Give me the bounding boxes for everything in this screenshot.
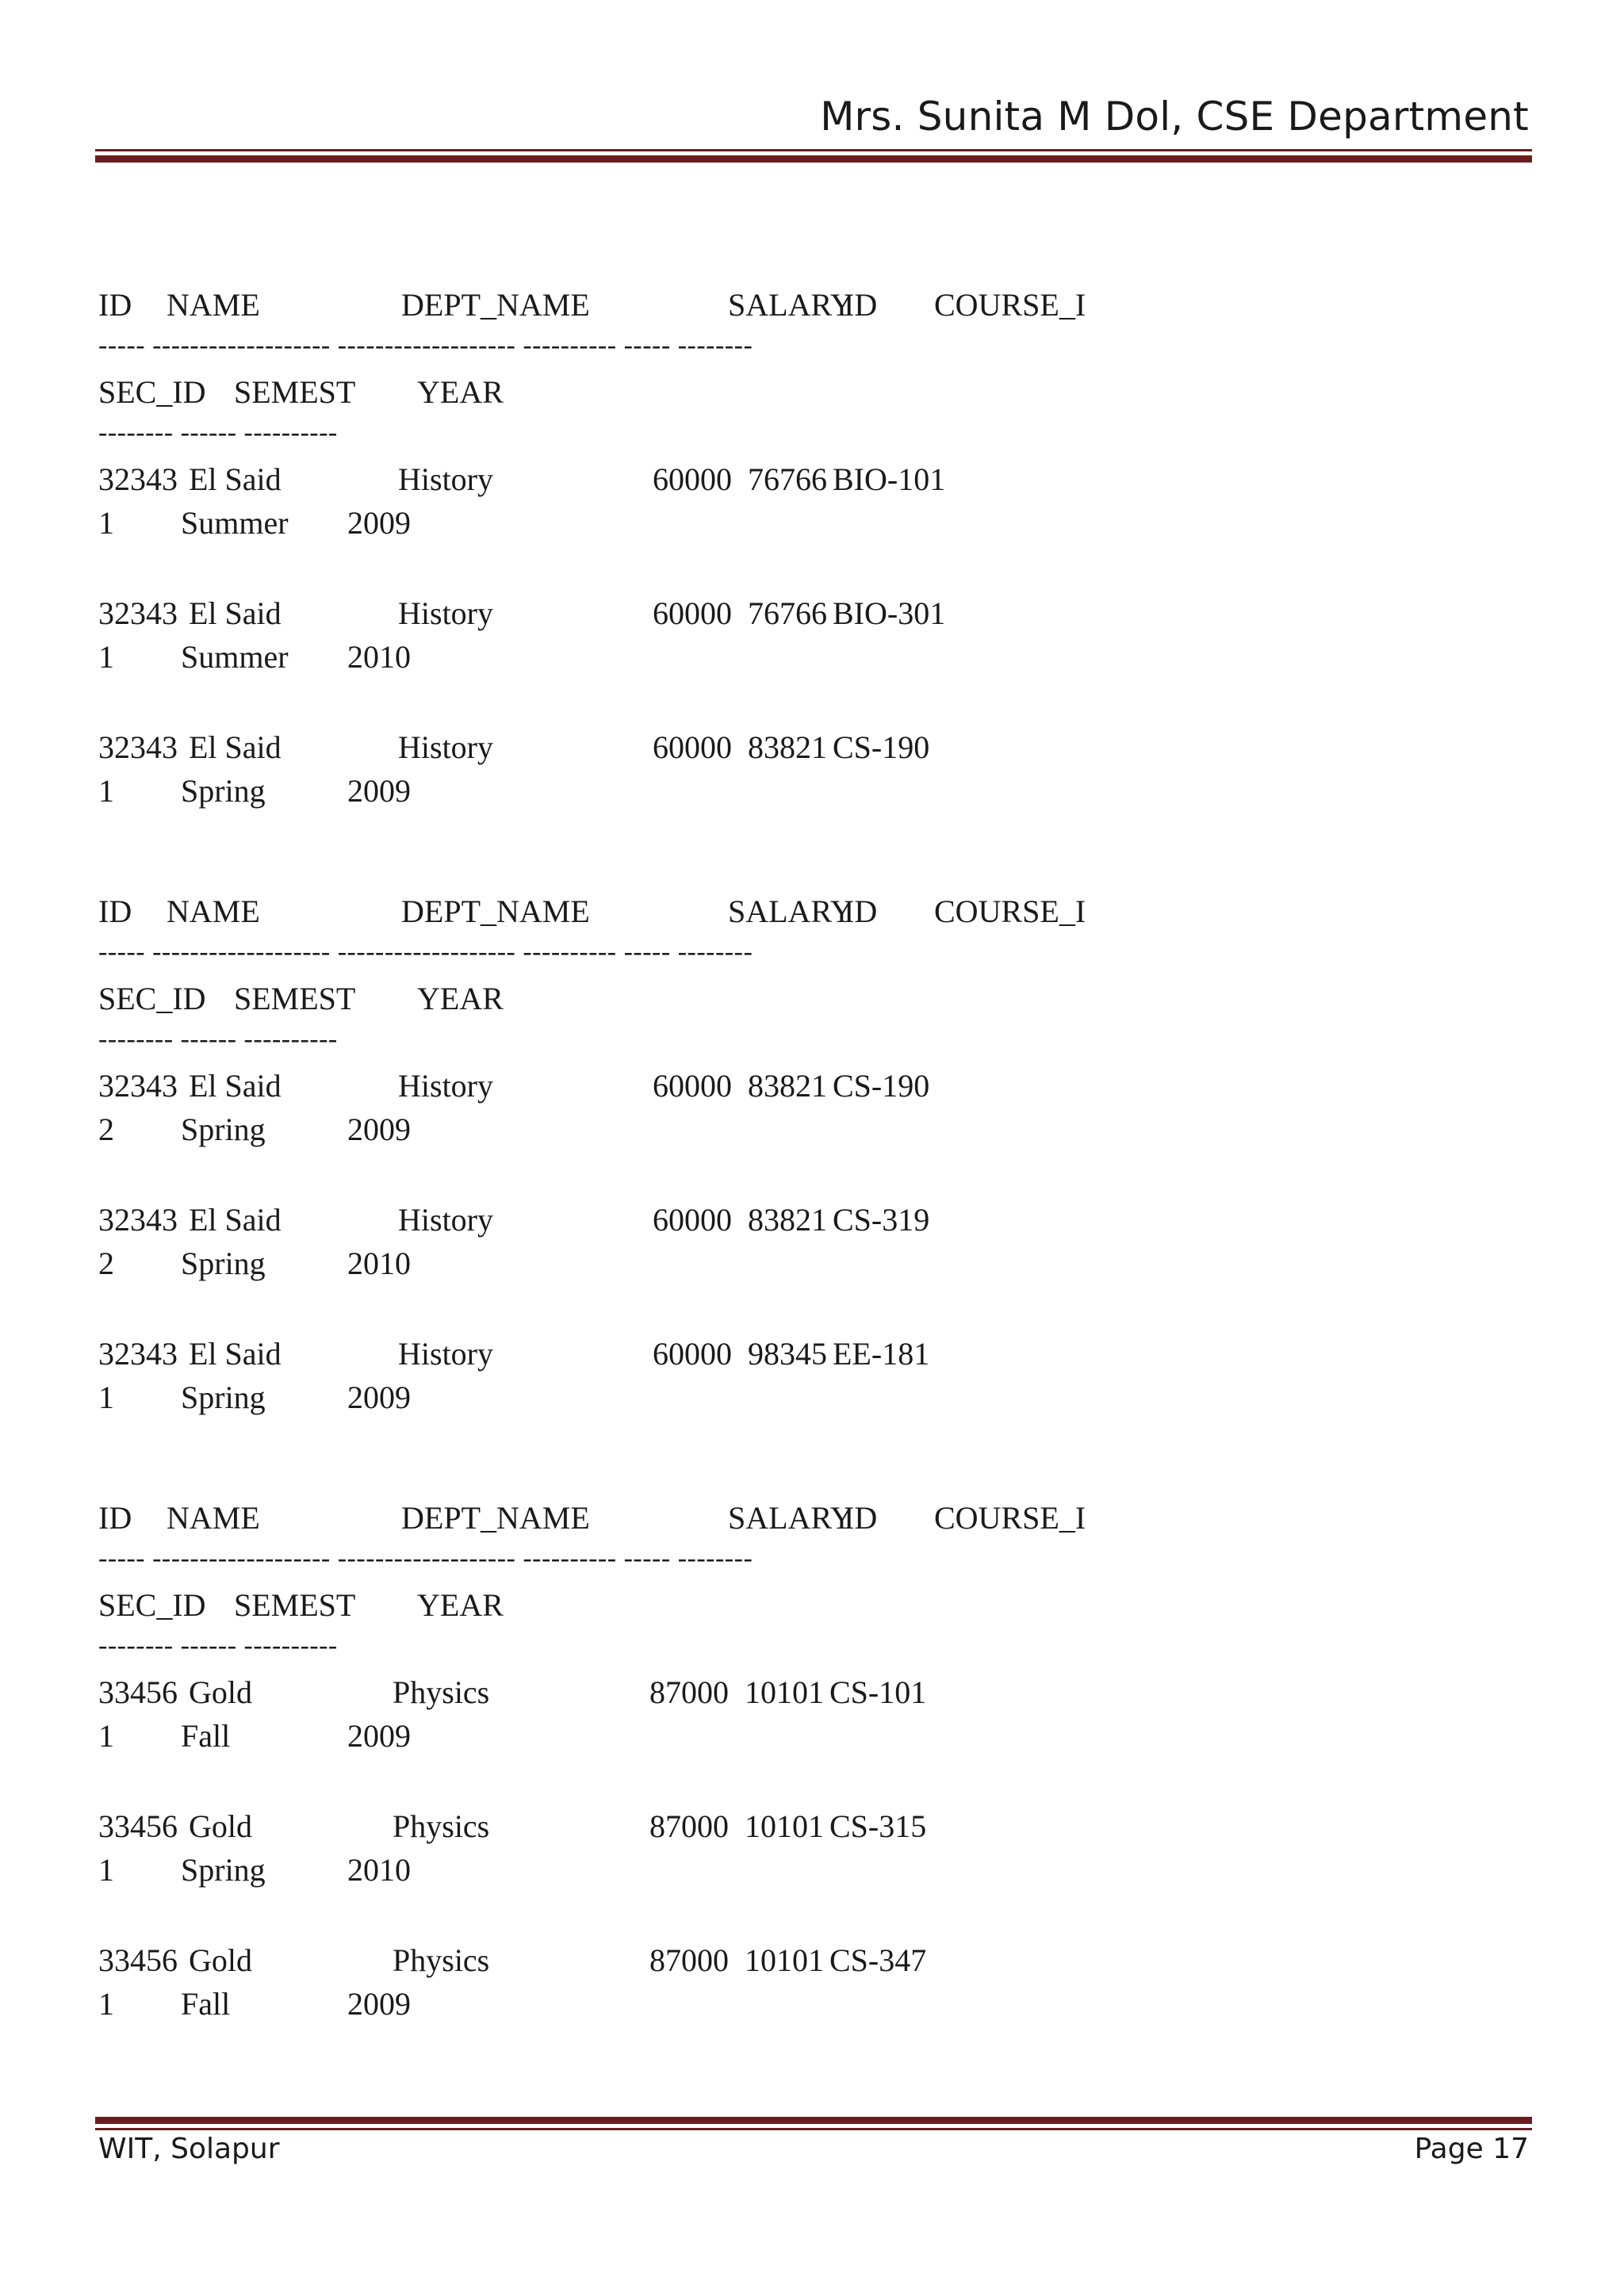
header-sec-id: SEC_ID — [98, 1587, 206, 1623]
header-year: YEAR — [417, 1587, 504, 1623]
cell-semester: Spring — [181, 773, 266, 809]
cell-course-id: BIO-101 — [833, 461, 946, 497]
header-id2: ID — [844, 1500, 878, 1536]
cell-semester: Spring — [181, 1380, 266, 1415]
header-course-id: COURSE_I — [934, 1500, 1086, 1536]
cell-id: 32343 — [98, 1068, 178, 1104]
footer-institution: WIT, Solapur — [98, 2133, 280, 2165]
header-name: NAME — [167, 1500, 260, 1536]
cell-dept-name: History — [398, 461, 493, 497]
header-course-id: COURSE_I — [934, 287, 1086, 323]
cell-sec-id: 2 — [98, 1246, 114, 1281]
header-salary: SALARY — [728, 1500, 853, 1536]
cell-course-id: CS-190 — [833, 1068, 930, 1104]
cell-year: 2010 — [347, 1246, 411, 1281]
footer-page-number: Page 17 — [1414, 2133, 1529, 2165]
cell-year: 2009 — [347, 505, 411, 541]
header-course-id: COURSE_I — [934, 894, 1086, 929]
cell-semester: Spring — [181, 1112, 266, 1147]
cell-salary: 60000 — [653, 1068, 732, 1104]
header-dept-name: DEPT_NAME — [401, 1500, 590, 1536]
cell-salary: 60000 — [653, 1336, 732, 1372]
header-sec-id: SEC_ID — [98, 374, 206, 410]
cell-name: El Said — [189, 595, 282, 631]
cell-year: 2009 — [347, 1380, 411, 1415]
cell-name: El Said — [189, 729, 282, 765]
cell-instructor-id: 10101 — [745, 1808, 824, 1844]
cell-salary: 60000 — [653, 729, 732, 765]
cell-salary: 87000 — [649, 1674, 729, 1710]
cell-course-id: CS-319 — [833, 1202, 930, 1238]
cell-semester: Fall — [181, 1986, 231, 2022]
cell-id: 33456 — [98, 1674, 178, 1710]
cell-semester: Summer — [181, 639, 289, 675]
cell-year: 2009 — [347, 1112, 411, 1147]
dash-separator: -------- ------ ---------- — [98, 418, 338, 447]
header-id2: ID — [844, 894, 878, 929]
cell-semester: Spring — [181, 1246, 266, 1281]
cell-id: 32343 — [98, 595, 178, 631]
header-year: YEAR — [417, 981, 504, 1016]
header-salary: SALARY — [728, 287, 853, 323]
cell-course-id: CS-101 — [829, 1674, 927, 1710]
cell-name: El Said — [189, 1336, 282, 1372]
cell-id: 32343 — [98, 1336, 178, 1372]
cell-sec-id: 1 — [98, 1718, 114, 1754]
cell-salary: 60000 — [653, 595, 732, 631]
cell-instructor-id: 76766 — [748, 595, 827, 631]
header-sec-id: SEC_ID — [98, 981, 206, 1016]
cell-dept-name: History — [398, 729, 493, 765]
cell-dept-name: History — [398, 1202, 493, 1238]
cell-course-id: BIO-301 — [833, 595, 946, 631]
cell-salary: 87000 — [649, 1808, 729, 1844]
cell-instructor-id: 76766 — [748, 461, 827, 497]
cell-sec-id: 1 — [98, 1380, 114, 1415]
header-id: ID — [98, 1500, 132, 1536]
cell-salary: 60000 — [653, 1202, 732, 1238]
cell-instructor-id: 10101 — [745, 1942, 824, 1978]
cell-dept-name: Physics — [393, 1808, 490, 1844]
header-id: ID — [98, 894, 132, 929]
cell-instructor-id: 83821 — [748, 1068, 827, 1104]
cell-id: 32343 — [98, 729, 178, 765]
header-rule — [95, 149, 1532, 163]
cell-course-id: CS-190 — [833, 729, 930, 765]
cell-course-id: EE-181 — [833, 1336, 930, 1372]
cell-id: 32343 — [98, 1202, 178, 1238]
cell-id: 33456 — [98, 1942, 178, 1978]
cell-semester: Summer — [181, 505, 289, 541]
cell-instructor-id: 98345 — [748, 1336, 827, 1372]
cell-year: 2009 — [347, 1718, 411, 1754]
cell-name: El Said — [189, 461, 282, 497]
cell-sec-id: 1 — [98, 1986, 114, 2022]
header-name: NAME — [167, 287, 260, 323]
cell-name: El Said — [189, 1068, 282, 1104]
cell-sec-id: 1 — [98, 505, 114, 541]
cell-id: 32343 — [98, 461, 178, 497]
cell-salary: 60000 — [653, 461, 732, 497]
cell-sec-id: 1 — [98, 639, 114, 675]
cell-name: Gold — [189, 1674, 252, 1710]
cell-year: 2009 — [347, 773, 411, 809]
page-header-title: Mrs. Sunita M Dol, CSE Department — [820, 94, 1529, 140]
header-semester: SEMEST — [234, 981, 356, 1016]
cell-name: Gold — [189, 1942, 252, 1978]
header-year: YEAR — [417, 374, 504, 410]
dash-separator: ----- ------------------- ------------------- ---------- ----- -------- — [98, 331, 753, 360]
cell-semester: Spring — [181, 1852, 266, 1888]
cell-dept-name: History — [398, 1068, 493, 1104]
cell-dept-name: Physics — [393, 1674, 490, 1710]
header-name: NAME — [167, 894, 260, 929]
cell-id: 33456 — [98, 1808, 178, 1844]
cell-instructor-id: 83821 — [748, 1202, 827, 1238]
cell-year: 2010 — [347, 1852, 411, 1888]
header-semester: SEMEST — [234, 1587, 356, 1623]
header-dept-name: DEPT_NAME — [401, 894, 590, 929]
cell-year: 2010 — [347, 639, 411, 675]
cell-sec-id: 1 — [98, 773, 114, 809]
cell-course-id: CS-315 — [829, 1808, 927, 1844]
cell-instructor-id: 10101 — [745, 1674, 824, 1710]
cell-sec-id: 2 — [98, 1112, 114, 1147]
header-id: ID — [98, 287, 132, 323]
cell-name: El Said — [189, 1202, 282, 1238]
dash-separator: ----- ------------------- ------------------- ---------- ----- -------- — [98, 937, 753, 966]
cell-sec-id: 1 — [98, 1852, 114, 1888]
dash-separator: -------- ------ ---------- — [98, 1024, 338, 1054]
dash-separator: -------- ------ ---------- — [98, 1631, 338, 1660]
header-semester: SEMEST — [234, 374, 356, 410]
cell-salary: 87000 — [649, 1942, 729, 1978]
header-id2: ID — [844, 287, 878, 323]
cell-name: Gold — [189, 1808, 252, 1844]
cell-instructor-id: 83821 — [748, 729, 827, 765]
cell-dept-name: History — [398, 595, 493, 631]
cell-dept-name: History — [398, 1336, 493, 1372]
cell-year: 2009 — [347, 1986, 411, 2022]
cell-dept-name: Physics — [393, 1942, 490, 1978]
header-salary: SALARY — [728, 894, 853, 929]
header-dept-name: DEPT_NAME — [401, 287, 590, 323]
cell-semester: Fall — [181, 1718, 231, 1754]
footer-rule — [95, 2117, 1532, 2130]
cell-course-id: CS-347 — [829, 1942, 927, 1978]
dash-separator: ----- ------------------- ------------------- ---------- ----- -------- — [98, 1544, 753, 1573]
